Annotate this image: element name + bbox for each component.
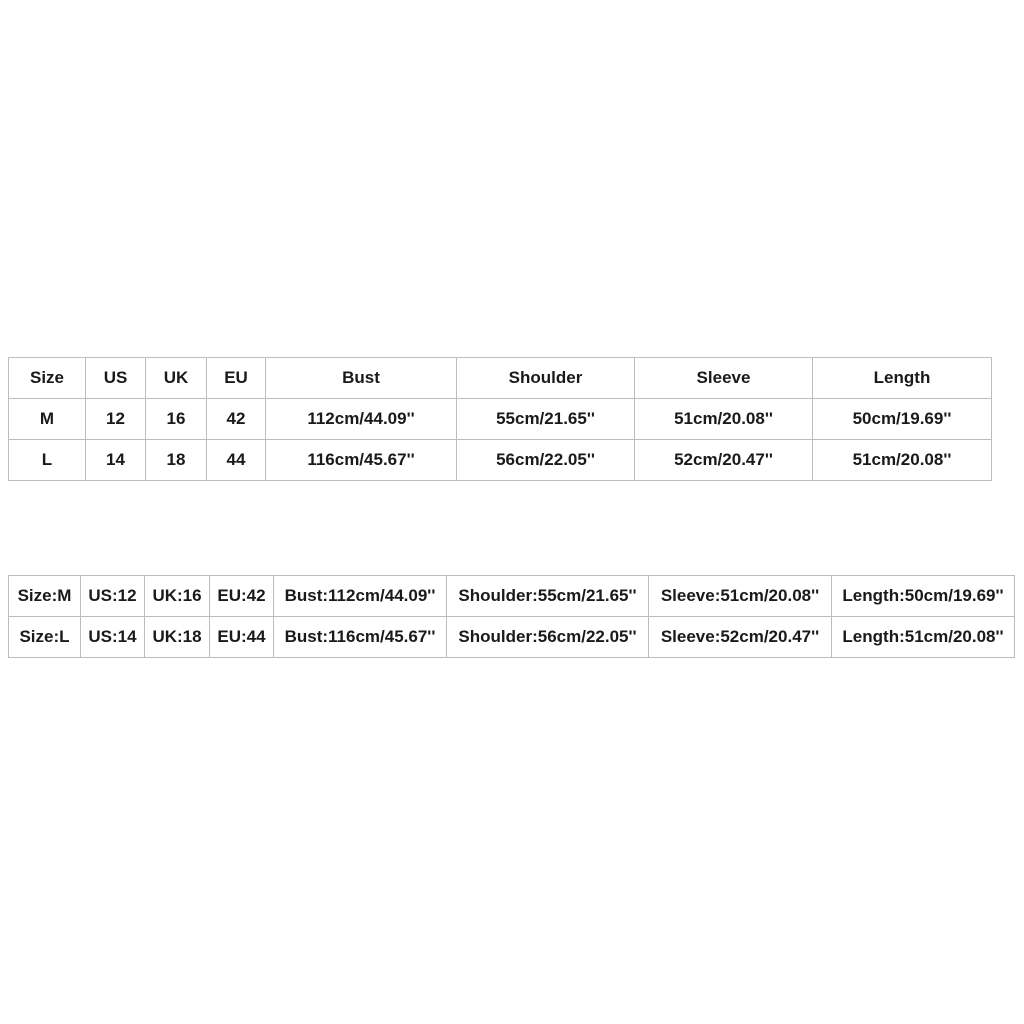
cell-uk: 18 [146,440,207,481]
header-length: Length [813,358,992,399]
cell-length: 50cm/19.69'' [813,399,992,440]
header-us: US [86,358,146,399]
cell-bust: 116cm/45.67'' [266,440,457,481]
table-row [9,399,992,440]
header-shoulder: Shoulder [457,358,635,399]
size-label-table [8,575,1015,658]
cell-length: Length:50cm/19.69'' [832,576,1015,617]
size-chart-table [8,357,992,481]
cell-eu: 44 [207,440,266,481]
cell-us: 12 [86,399,146,440]
cell-sleeve: Sleeve:52cm/20.47'' [649,617,832,658]
cell-size: Size:L [9,617,81,658]
cell-bust: Bust:116cm/45.67'' [274,617,447,658]
header-bust: Bust [266,358,457,399]
header-size: Size [9,358,86,399]
header-eu: EU [207,358,266,399]
cell-uk: 16 [146,399,207,440]
cell-uk: UK:18 [145,617,210,658]
cell-sleeve: 52cm/20.47'' [635,440,813,481]
header-uk: UK [146,358,207,399]
cell-eu: EU:44 [210,617,274,658]
cell-size: M [9,399,86,440]
header-sleeve: Sleeve [635,358,813,399]
cell-length: Length:51cm/20.08'' [832,617,1015,658]
cell-shoulder: 55cm/21.65'' [457,399,635,440]
cell-eu: EU:42 [210,576,274,617]
cell-us: US:14 [81,617,145,658]
cell-eu: 42 [207,399,266,440]
cell-us: US:12 [81,576,145,617]
cell-sleeve: 51cm/20.08'' [635,399,813,440]
cell-uk: UK:16 [145,576,210,617]
cell-bust: Bust:112cm/44.09'' [274,576,447,617]
cell-size: L [9,440,86,481]
cell-shoulder: Shoulder:55cm/21.65'' [447,576,649,617]
table-row [9,617,1015,658]
table-header-row [9,358,992,399]
cell-us: 14 [86,440,146,481]
table-row [9,576,1015,617]
cell-length: 51cm/20.08'' [813,440,992,481]
cell-shoulder: Shoulder:56cm/22.05'' [447,617,649,658]
cell-sleeve: Sleeve:51cm/20.08'' [649,576,832,617]
table-row [9,440,992,481]
cell-bust: 112cm/44.09'' [266,399,457,440]
cell-shoulder: 56cm/22.05'' [457,440,635,481]
cell-size: Size:M [9,576,81,617]
